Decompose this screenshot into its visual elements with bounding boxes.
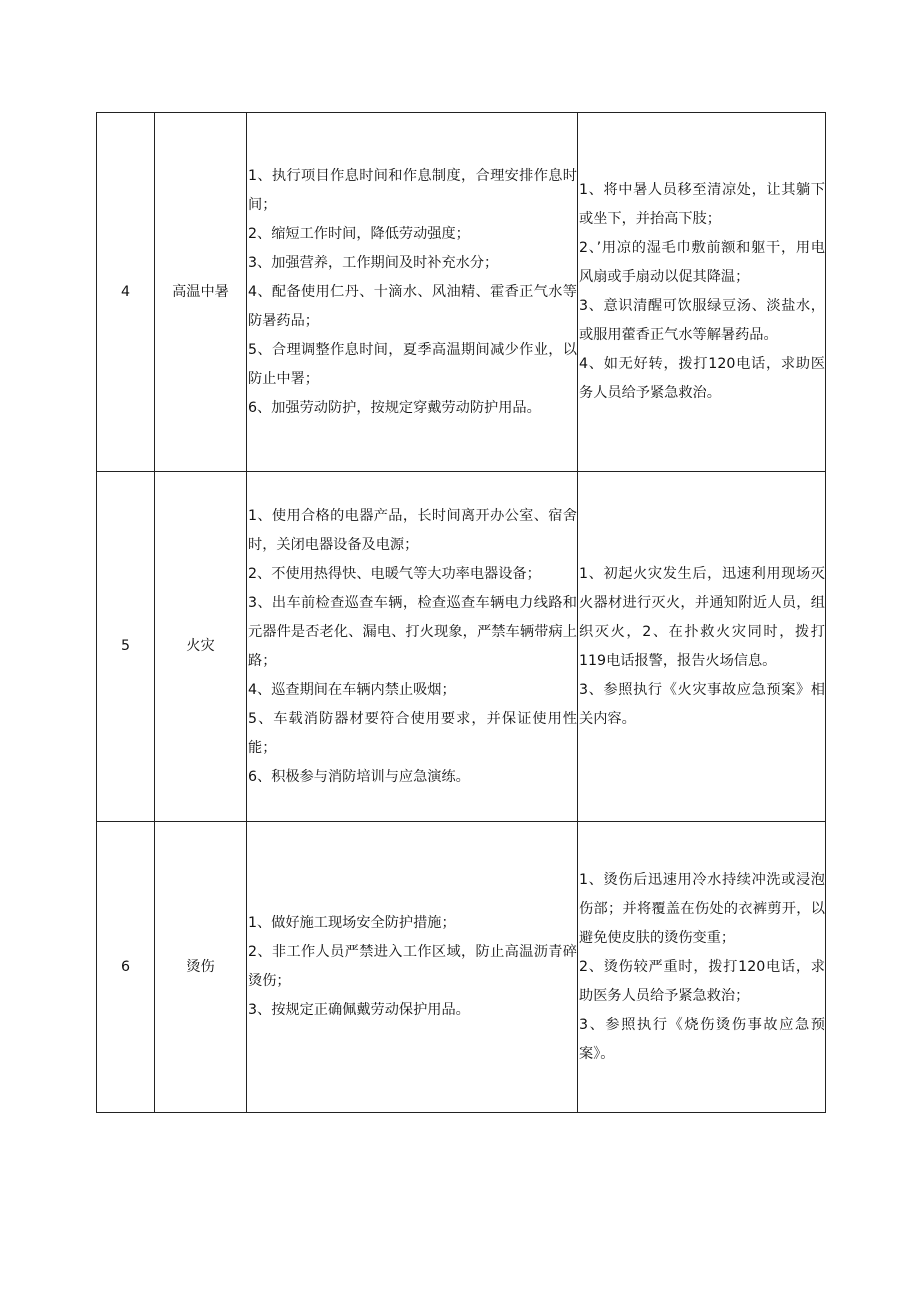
- emergency-item: 3、参照执行《火灾事故应急预案》相关内容。: [579, 681, 825, 727]
- measure-item: 6、加强劳动防护，按规定穿戴劳动防护用品。: [248, 399, 541, 416]
- emergency-item: 4、如无好转，拨打120电话，求助医务人员给予紧急救治。: [579, 356, 825, 401]
- measure-item: 3、按规定正确佩戴劳动保护用品。: [248, 1002, 470, 1018]
- emergency-item: 2、’用凉的湿毛巾敷前额和躯干，用电风扇或手扇动以促其降温；: [579, 240, 825, 285]
- emergency-response-cell: [578, 113, 826, 472]
- emergency-item: 1、烫伤后迅速用冷水持续冲洗或浸泡伤部；并将覆盖在伤处的衣裤剪开，以避免使皮肤的烫伤变重；: [579, 871, 825, 946]
- hazard-measures-table: [96, 112, 826, 1113]
- hazard-name: 高温中暑: [155, 113, 247, 472]
- emergency-item: 1、初起火灾发生后，迅速利用现场灭火器材进行灭火，并通知附近人员，组织灭火，2、在扑救火灾同时，拨打119电话报警，报告火场信息。: [579, 565, 825, 669]
- table-row: [97, 822, 826, 1113]
- hazard-name: 火灾: [155, 472, 247, 822]
- measure-item: 5、合理调整作息时间，夏季高温期间减少作业，以防止中署；: [248, 341, 577, 387]
- table-row: [97, 472, 826, 822]
- measure-item: 1、做好施工现场安全防护措施；: [248, 915, 456, 931]
- emergency-item: 1、将中暑人员移至清凉处，让其躺下或坐下，并抬高下肢；: [579, 182, 825, 227]
- emergency-response-cell: [578, 822, 826, 1113]
- row-number: 5: [97, 472, 155, 822]
- prevention-measures-cell: [247, 822, 578, 1113]
- measure-item: 5、车载消防器材要符合使用要求，并保证使用性能；: [248, 710, 577, 756]
- emergency-response-cell: [578, 472, 826, 822]
- row-number: 6: [97, 822, 155, 1113]
- measure-item: 3、加强营养，工作期间及时补充水分；: [248, 254, 499, 271]
- table-row: [97, 113, 826, 472]
- measure-item: 4、配备使用仁丹、十滴水、风油精、霍香正气水等防暑药品；: [248, 283, 577, 329]
- measure-item: 4、巡查期间在车辆内禁止吸烟；: [248, 681, 456, 698]
- measure-item: 2、非工作人员严禁进入工作区域，防止高温沥青碎烫伤；: [248, 944, 577, 989]
- measure-item: 3、出车前检查巡查车辆，检查巡查车辆电力线路和元器件是否老化、漏电、打火现象，严禁车辆带病上路；: [248, 594, 577, 669]
- emergency-item: 2、烫伤较严重时，拨打120电话，求助医务人员给予紧急救治；: [579, 958, 825, 1004]
- measure-item: 6、积极参与消防培训与应急演练。: [248, 768, 470, 785]
- measure-item: 2、缩短工作时间，降低劳动强度；: [248, 225, 470, 242]
- prevention-measures-cell: [247, 113, 578, 472]
- measure-item: 1、使用合格的电器产品，长时间离开办公室、宿舍时，关闭电器设备及电源；: [248, 507, 577, 553]
- measure-item: 1、执行项目作息时间和作息制度，合理安排作息时间；: [248, 167, 577, 213]
- hazard-name: 烫伤: [155, 822, 247, 1113]
- emergency-item: 3、意识清醒可饮服绿豆汤、淡盐水，或服用藿香正气水等解暑药品。: [579, 298, 825, 343]
- row-number: 4: [97, 113, 155, 472]
- emergency-item: 3、参照执行《烧伤烫伤事故应急预案》。: [579, 1016, 825, 1062]
- prevention-measures-cell: [247, 472, 578, 822]
- measure-item: 2、不使用热得快、电暖气等大功率电器设备；: [248, 565, 541, 582]
